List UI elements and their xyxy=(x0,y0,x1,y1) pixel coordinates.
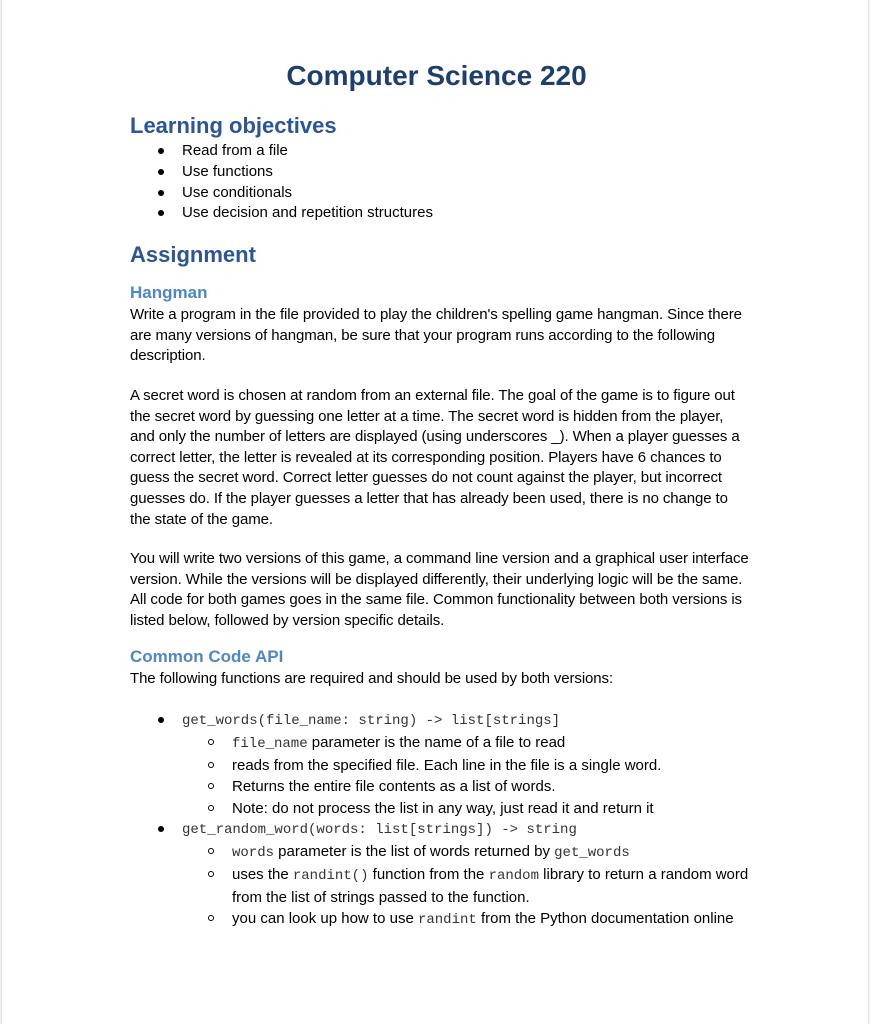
api-intro: The following functions are required and should be used by both versions: xyxy=(130,669,614,687)
list-item: Use conditionals xyxy=(130,183,750,204)
document-content xyxy=(130,56,750,931)
text-span: you can look up how to use xyxy=(232,910,418,928)
paragraph-versions: You will write two versions of this game, a command line version and a graphical user interface version. While the versions will be displayed differently, their underlying logic will be the same. All code for both games goes in the same file. Common functionality between both versions is listed below, followed by version specific details. xyxy=(130,550,749,629)
paragraph-intro: Write a program in the file provided to play the children's spelling game hangman. Since there are many versions of hangman, be sure that your program runs according to the following description. xyxy=(130,306,742,365)
assignment-heading: Assignment xyxy=(130,242,256,268)
code-span: file_name xyxy=(232,735,308,752)
list-item xyxy=(130,841,750,864)
text-span: from the Python documentation online xyxy=(476,910,734,928)
text-span: parameter is the list of words returned by xyxy=(274,842,555,860)
text-span: uses the xyxy=(232,865,293,883)
api-heading: Common Code API xyxy=(130,646,284,666)
list-item: Returns the entire file contents as a list of words. xyxy=(130,776,750,797)
list-item: Read from a file xyxy=(130,141,750,162)
function-get-words xyxy=(130,710,750,732)
code-span: randint xyxy=(417,912,477,929)
document-page xyxy=(1,0,869,1024)
page-title: Computer Science 220 xyxy=(286,60,587,91)
code-span: words xyxy=(232,844,275,861)
text-span: library to return a random word from the list of strings passed to the function. xyxy=(232,865,749,906)
code-span: get_words xyxy=(554,844,630,861)
function-get-random-word xyxy=(130,819,750,841)
objectives-heading: Learning objectives xyxy=(130,113,337,138)
function-signature: get_random_word(words: list[strings]) -> string xyxy=(182,821,577,838)
text-span: function from the xyxy=(368,865,489,883)
hangman-heading: Hangman xyxy=(130,283,208,303)
list-item xyxy=(130,732,750,755)
code-span: randint() xyxy=(292,867,369,884)
text-span: parameter is the name of a file to read xyxy=(307,733,566,751)
paragraph-description: A secret word is chosen at random from an external file. The goal of the game is to figure out the secret word by guessing one letter at a time. The secret word is hidden from the player, and only the number of letters are displayed (using underscores _). When a player guesses a correct letter, the letter is revealed at its corresponding position. Players have 6 chances to guess the secret word. Correct letter guesses do not count against the player, but incorrect guesses do. If the player guesses a letter that has already been used, there is no change to the state of the game. xyxy=(130,386,740,528)
list-item xyxy=(130,908,750,931)
code-span: random xyxy=(488,867,539,884)
api-function-list xyxy=(130,710,750,931)
list-item xyxy=(130,864,750,908)
list-item: Use functions xyxy=(130,162,750,183)
function-signature: get_words(file_name: string) -> list[strings] xyxy=(182,713,561,730)
objectives-list xyxy=(130,141,750,224)
list-item: reads from the specified file. Each line in the file is a single word. xyxy=(130,755,750,776)
list-item: Note: do not process the list in any way, just read it and return it xyxy=(130,798,750,819)
list-item: Use decision and repetition structures xyxy=(130,203,750,224)
